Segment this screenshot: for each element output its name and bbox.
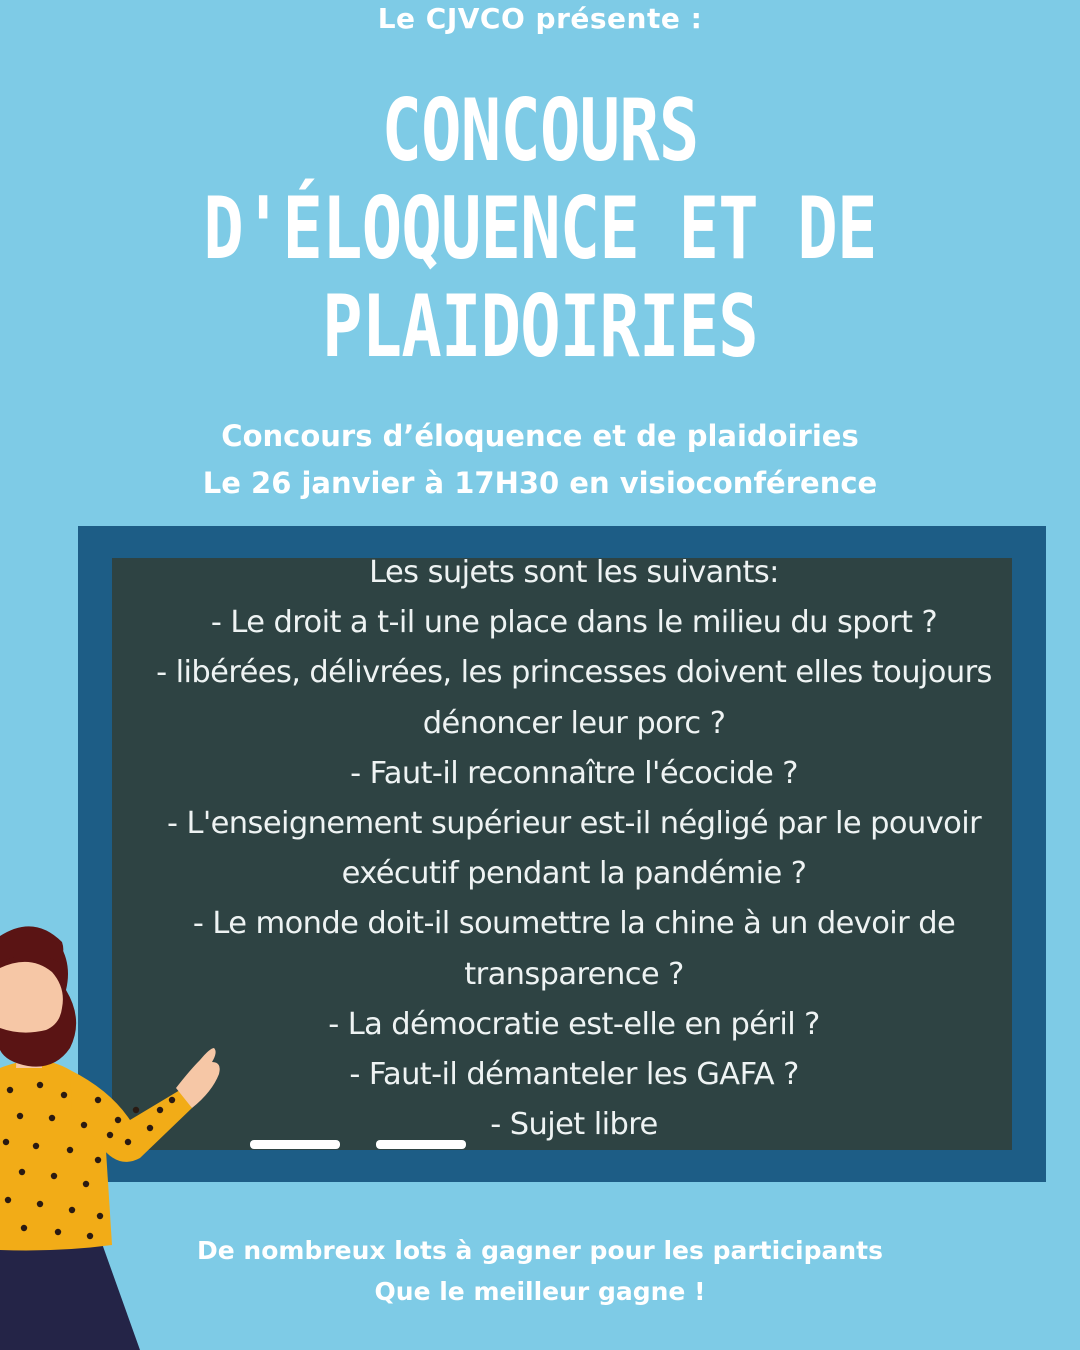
presenter-line: Le CJVCO présente : [377, 2, 703, 35]
topic-line: - Sujet libre [490, 1107, 658, 1143]
topic-line: transparence ? [464, 956, 684, 992]
prizes-line: De nombreux lots à gagner pour les participants [197, 1236, 883, 1265]
topic-line: - L'enseignement supérieur est-il négligé par le pouvoir [166, 806, 982, 842]
event-title [119, 82, 961, 376]
topic-line: - Le droit a t-il une place dans le milieu du sport ? [210, 605, 938, 641]
event-details [0, 413, 1080, 507]
good-luck-line: Que le meilleur gagne ! [374, 1277, 706, 1306]
topic-line: - Faut-il reconnaître l'écocide ? [350, 755, 798, 791]
topic-line: - Faut-il démanteler les GAFA ? [349, 1057, 799, 1093]
event-date-line: Le 26 janvier à 17H30 en visioconférence [202, 466, 878, 500]
title-line-2: D'ÉLOQUENCE ET DE [203, 179, 877, 279]
topic-line: - La démocratie est-elle en péril ? [328, 1006, 820, 1042]
topic-line: dénoncer leur porc ? [422, 705, 726, 741]
topic-line: exécutif pendant la pandémie ? [341, 856, 807, 892]
footer [0, 1230, 1080, 1312]
topic-line: - libérées, délivrées, les princesses doivent elles toujours [156, 655, 992, 691]
topic-line: - Le monde doit-il soumettre la chine à un devoir de [192, 906, 956, 942]
event-name-line: Concours d’éloquence et de plaidoiries [221, 419, 859, 453]
title-line-3: PLAIDOIRIES [322, 277, 758, 377]
title-line-1: CONCOURS [381, 81, 699, 181]
topics-heading: Les sujets sont les suivants: [369, 555, 779, 590]
